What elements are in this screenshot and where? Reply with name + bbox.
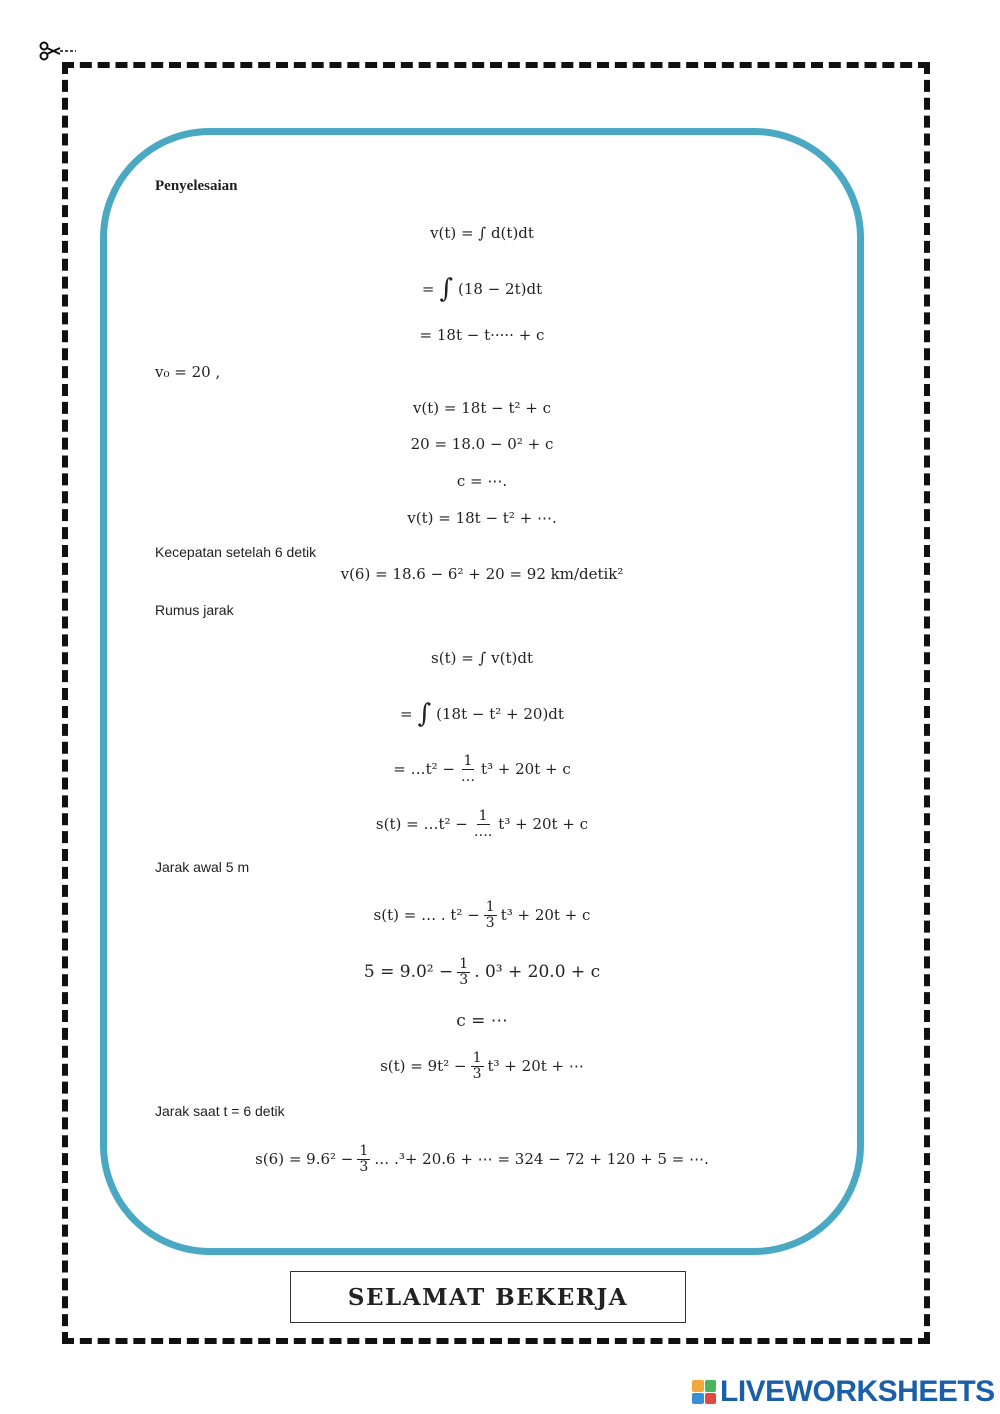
equation-7: v(t) = 18t − t² + ⋯. xyxy=(407,509,557,527)
scissors-icon xyxy=(38,40,76,62)
liveworksheets-icon xyxy=(692,1380,716,1404)
fraction: $\frac{1}{3}$ xyxy=(472,1049,482,1082)
fraction: $\frac{1}{3}$ xyxy=(485,898,495,931)
equation-1: v(t) = ∫ d(t)dt xyxy=(430,224,534,242)
label-jarak-awal: Jarak awal 5 m xyxy=(155,859,250,875)
heading: Penyelesaian xyxy=(155,178,238,194)
fraction: $\frac{1}{\dots}$ xyxy=(460,752,475,785)
fraction: $\frac{1}{3}$ xyxy=(359,1142,369,1175)
equation-3: = 18t − t····· + c xyxy=(419,326,545,344)
footer-banner: SELAMAT BEKERJA xyxy=(290,1271,686,1323)
integral-icon: ∫ xyxy=(417,699,432,729)
equation-8: v(6) = 18.6 − 6² + 20 = 92 km/detik² xyxy=(340,565,624,583)
brand-name: LIVEWORKSHEETS xyxy=(720,1375,995,1408)
equation-6: c = ⋯. xyxy=(456,472,508,490)
initial-velocity: v₀ = 20 , xyxy=(155,363,221,381)
fraction: $\frac{1}{3}$ xyxy=(459,955,469,988)
equation-13: s(t) = … . t² − $\frac{1}{3}$ t³ + 20t + c xyxy=(373,898,591,931)
equation-11: = …t² − $\frac{1}{\dots}$ t³ + 20t + c xyxy=(393,752,571,785)
equation-4: v(t) = 18t − t² + c xyxy=(412,399,552,417)
equation-12: s(t) = …t² − $\frac{1}{\dots.}$ t³ + 20t + c xyxy=(375,807,589,840)
equation-10: = ∫ (18t − t² + 20)dt xyxy=(400,699,564,729)
equation-2: = ∫ (18 − 2t)dt xyxy=(421,274,543,304)
label-kecepatan: Kecepatan setelah 6 detik xyxy=(155,544,317,560)
fraction: $\frac{1}{\dots.}$ xyxy=(473,807,493,840)
label-rumus-jarak: Rumus jarak xyxy=(155,602,234,618)
equation-14: 5 = 9.0² − $\frac{1}{3}$ . 0³ + 20.0 + c xyxy=(363,955,601,988)
equation-15: c = ⋯ xyxy=(456,1011,508,1031)
brand-logo[interactable] xyxy=(692,1375,995,1409)
equation-9: s(t) = ∫ v(t)dt xyxy=(431,649,533,667)
equation-16: s(t) = 9t² − $\frac{1}{3}$ t³ + 20t + ⋯ xyxy=(380,1049,584,1082)
label-jarak-saat: Jarak saat t = 6 detik xyxy=(155,1103,285,1119)
integral-icon: ∫ xyxy=(439,274,453,304)
equation-17: s(6) = 9.6² − $\frac{1}{3}$ … .³+ 20.6 + ⋯ = 324 − 72 + 120 + 5 = ⋯. xyxy=(255,1142,709,1175)
equation-5: 20 = 18.0 − 0² + c xyxy=(410,435,554,453)
